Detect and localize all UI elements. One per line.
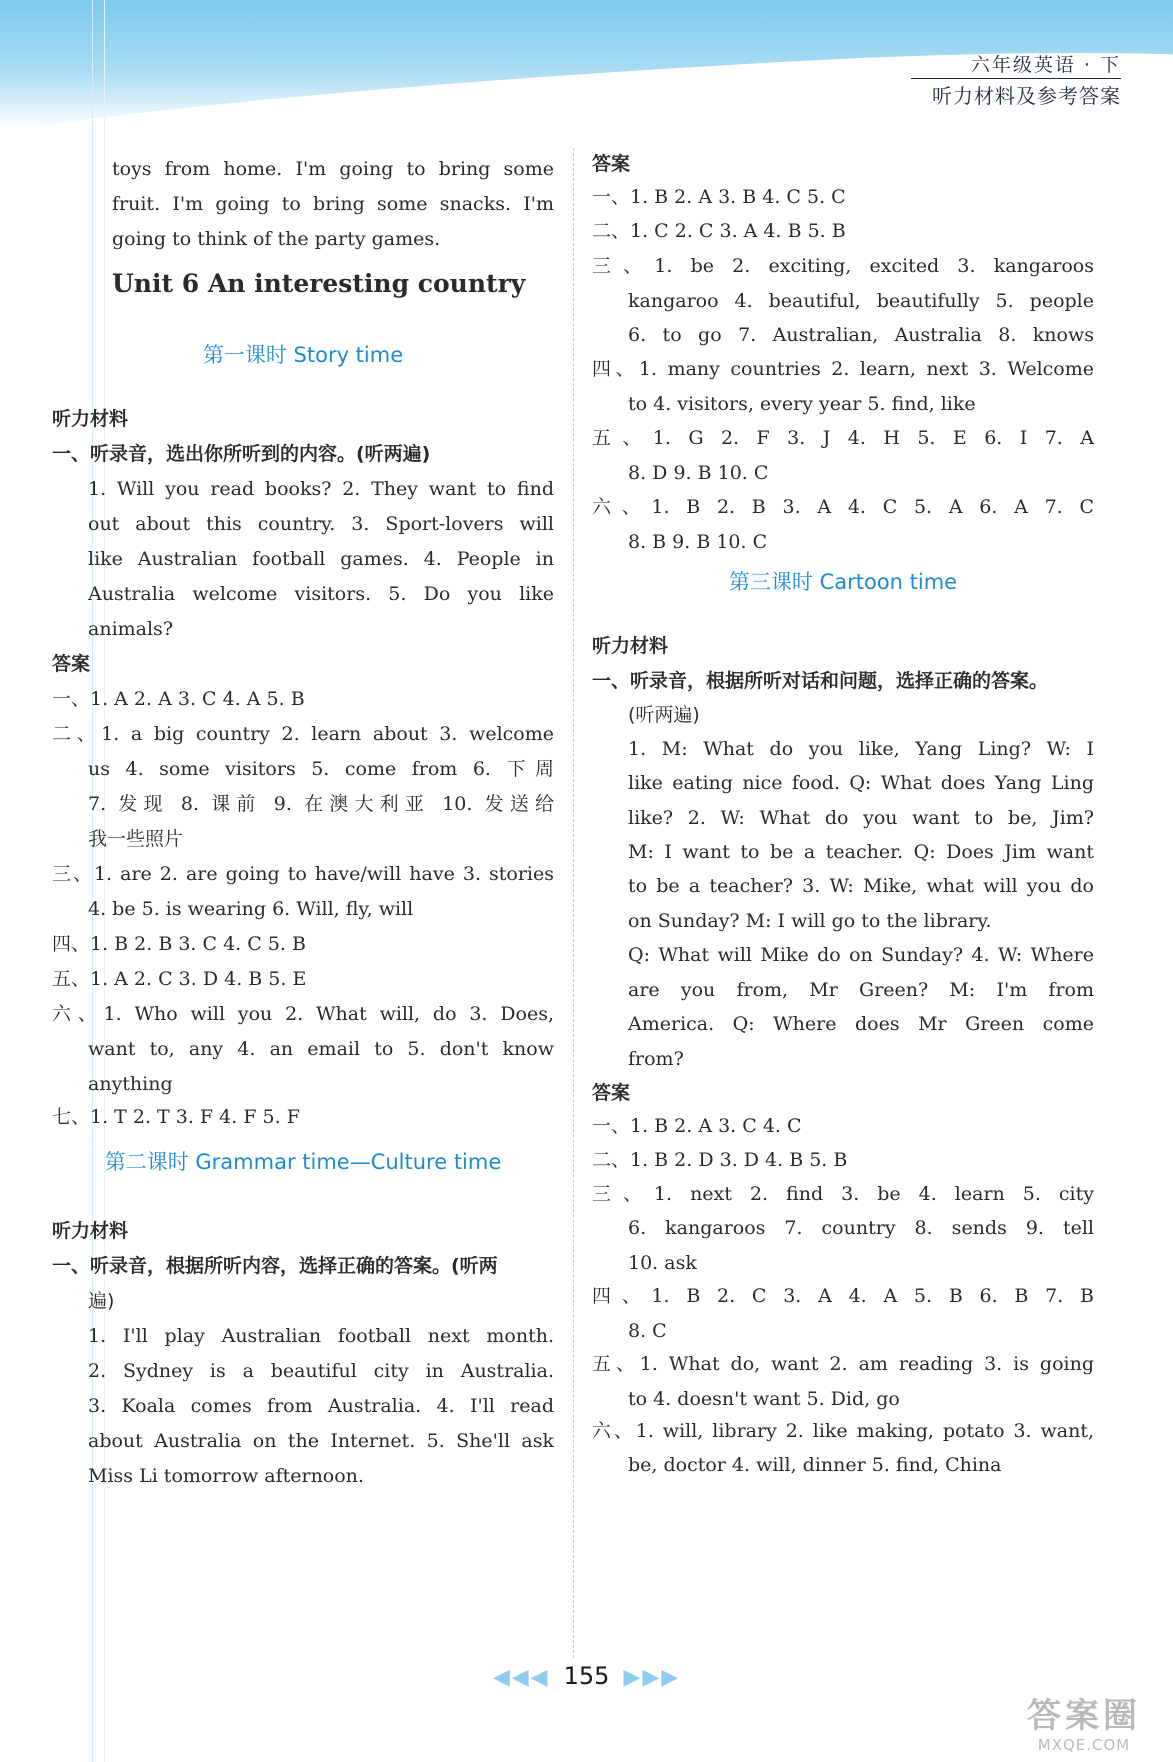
- right-column-line: Q: What will Mike do on Sunday? 4. W: Where: [628, 944, 1094, 966]
- left-column-line: want to, any 4. an email to 5. don't know: [88, 1038, 554, 1060]
- right-column-line: be, doctor 4. will, dinner 5. find, China: [628, 1454, 1002, 1476]
- watermark-site: MXQE.COM: [1037, 1736, 1131, 1754]
- right-column-line: 六、1. B 2. B 3. A 4. C 5. A 6. A 7. C: [592, 496, 1094, 518]
- right-column-line: like? 2. W: What do you want to be, Jim?: [628, 807, 1094, 829]
- right-column-line: America. Q: Where does Mr Green come: [628, 1013, 1094, 1035]
- right-column-line: are you from, Mr Green? M: I'm from: [628, 979, 1094, 1001]
- right-column-line: 第三课时 Cartoon time: [728, 570, 958, 594]
- left-column-line: about Australia on the Internet. 5. She'll ask: [88, 1430, 554, 1452]
- left-column-line: 我一些照片: [88, 828, 184, 850]
- right-column-line: 三、1. be 2. exciting, excited 3. kangaroos: [592, 255, 1094, 277]
- right-column-line: 二、1. C 2. C 3. A 4. B 5. B: [592, 220, 846, 242]
- left-column-line: anything: [88, 1073, 173, 1095]
- right-column-line: to be a teacher? 3. W: Mike, what will you do: [628, 875, 1094, 897]
- right-column-line: M: I want to be a teacher. Q: Does Jim want: [628, 841, 1094, 863]
- page-number: 155: [563, 1662, 610, 1690]
- prev-arrows-icon: ◀◀◀: [492, 1665, 550, 1690]
- header-book-title: 六年级英语 · 下: [970, 54, 1121, 76]
- next-arrows-icon: ▶▶▶: [623, 1665, 681, 1690]
- right-column-line: 6. to go 7. Australian, Australia 8. knows: [628, 324, 1094, 346]
- left-column-line: 答案: [52, 653, 91, 675]
- left-column-line: 二、1. a big country 2. learn about 3. welcome: [52, 723, 554, 745]
- left-column-line: 1. Will you read books? 2. They want to find: [88, 478, 554, 500]
- left-column-line: 7. 发现 8. 课前 9. 在澳大利亚 10. 发送给: [88, 793, 554, 815]
- right-column-line: 六、1. will, library 2. like making, potato 3. want,: [592, 1420, 1094, 1442]
- watermark-text: 答案圈: [1027, 1696, 1141, 1736]
- left-column-line: 一、1. A 2. A 3. C 4. A 5. B: [52, 688, 305, 710]
- left-column-line: 2. Sydney is a beautiful city in Australia.: [88, 1360, 554, 1382]
- right-column-line: (听两遍): [628, 704, 700, 726]
- right-column-line: 一、1. B 2. A 3. B 4. C 5. C: [592, 186, 846, 208]
- right-column-line: 一、听录音，根据所听对话和问题，选择正确的答案。: [592, 670, 1049, 692]
- right-column-line: 10. ask: [628, 1252, 697, 1274]
- left-column-line: 1. I'll play Australian football next month.: [88, 1325, 554, 1347]
- left-column-line: 七、1. T 2. T 3. F 4. F 5. F: [52, 1106, 300, 1128]
- left-column-line: fruit. I'm going to bring some snacks. I'm: [112, 193, 554, 215]
- left-column-line: 一、听录音，选出你所听到的内容。(听两遍): [52, 443, 431, 465]
- right-column-line: 答案: [592, 153, 631, 175]
- left-column-line: 六、1. Who will you 2. What will, do 3. Does,: [52, 1003, 554, 1025]
- right-column-line: 五、1. G 2. F 3. J 4. H 5. E 6. I 7. A: [592, 427, 1094, 449]
- left-column-line: 3. Koala comes from Australia. 4. I'll read: [88, 1395, 554, 1417]
- right-column-line: kangaroo 4. beautiful, beautifully 5. people: [628, 290, 1094, 312]
- left-column-line: 第二课时 Grammar time—Culture time: [104, 1150, 502, 1174]
- left-column-line: Unit 6 An interesting country: [112, 269, 526, 298]
- right-column-line: 答案: [592, 1082, 631, 1104]
- left-column-line: like Australian football games. 4. People in: [88, 548, 554, 570]
- left-column-line: 三、1. are 2. are going to have/will have 3. stories: [52, 863, 554, 885]
- right-column-line: 听力材料: [592, 635, 669, 657]
- left-column-line: toys from home. I'm going to bring some: [112, 158, 554, 180]
- left-column-line: Miss Li tomorrow afternoon.: [88, 1465, 364, 1487]
- left-column-line: 听力材料: [52, 1220, 129, 1242]
- header-section-title: 听力材料及参考答案: [932, 84, 1121, 108]
- left-column-line: Australia welcome visitors. 5. Do you like: [88, 583, 554, 605]
- left-column-line: 4. be 5. is wearing 6. Will, fly, will: [88, 898, 414, 920]
- left-column-line: out about this country. 3. Sport-lovers will: [88, 513, 554, 535]
- right-column-line: 6. kangaroos 7. country 8. sends 9. tell: [628, 1217, 1094, 1239]
- right-column-line: 二、1. B 2. D 3. D 4. B 5. B: [592, 1149, 848, 1171]
- watermark-logo: [1009, 1696, 1159, 1758]
- right-column-line: like eating nice food. Q: What does Yang Ling: [628, 772, 1094, 794]
- right-column-line: 四、1. many countries 2. learn, next 3. Welcome: [592, 358, 1094, 380]
- right-column-line: 五、1. What do, want 2. am reading 3. is going: [592, 1353, 1094, 1375]
- left-column-line: 第一课时 Story time: [202, 343, 404, 367]
- right-column-line: 8. B 9. B 10. C: [628, 531, 768, 553]
- right-column-line: 1. M: What do you like, Yang Ling? W: I: [628, 738, 1094, 760]
- left-column-line: us 4. some visitors 5. come from 6. 下周: [88, 758, 554, 780]
- left-column-line: 一、听录音，根据所听内容，选择正确的答案。(听两: [52, 1255, 498, 1277]
- left-column-line: animals?: [88, 618, 173, 640]
- left-column-line: going to think of the party games.: [112, 228, 441, 250]
- right-column-line: 三、1. next 2. find 3. be 4. learn 5. city: [592, 1183, 1094, 1205]
- right-column-line: 四、1. B 2. C 3. A 4. A 5. B 6. B 7. B: [592, 1285, 1094, 1307]
- right-column-line: to 4. visitors, every year 5. find, like: [628, 393, 976, 415]
- left-column-line: 五、1. A 2. C 3. D 4. B 5. E: [52, 968, 307, 990]
- column-divider: [573, 148, 574, 1658]
- right-column-line: 8. D 9. B 10. C: [628, 462, 769, 484]
- left-column-line: 四、1. B 2. B 3. C 4. C 5. B: [52, 933, 306, 955]
- left-column-line: 听力材料: [52, 408, 129, 430]
- right-column-line: on Sunday? M: I will go to the library.: [628, 910, 992, 932]
- left-column-line: 遍): [88, 1290, 115, 1312]
- right-column-line: 8. C: [628, 1320, 667, 1342]
- right-column-line: from?: [628, 1048, 684, 1070]
- right-column-line: 一、1. B 2. A 3. C 4. C: [592, 1115, 802, 1137]
- page-footer: [0, 1662, 1173, 1702]
- header-rule: [911, 78, 1121, 79]
- right-column-line: to 4. doesn't want 5. Did, go: [628, 1388, 900, 1410]
